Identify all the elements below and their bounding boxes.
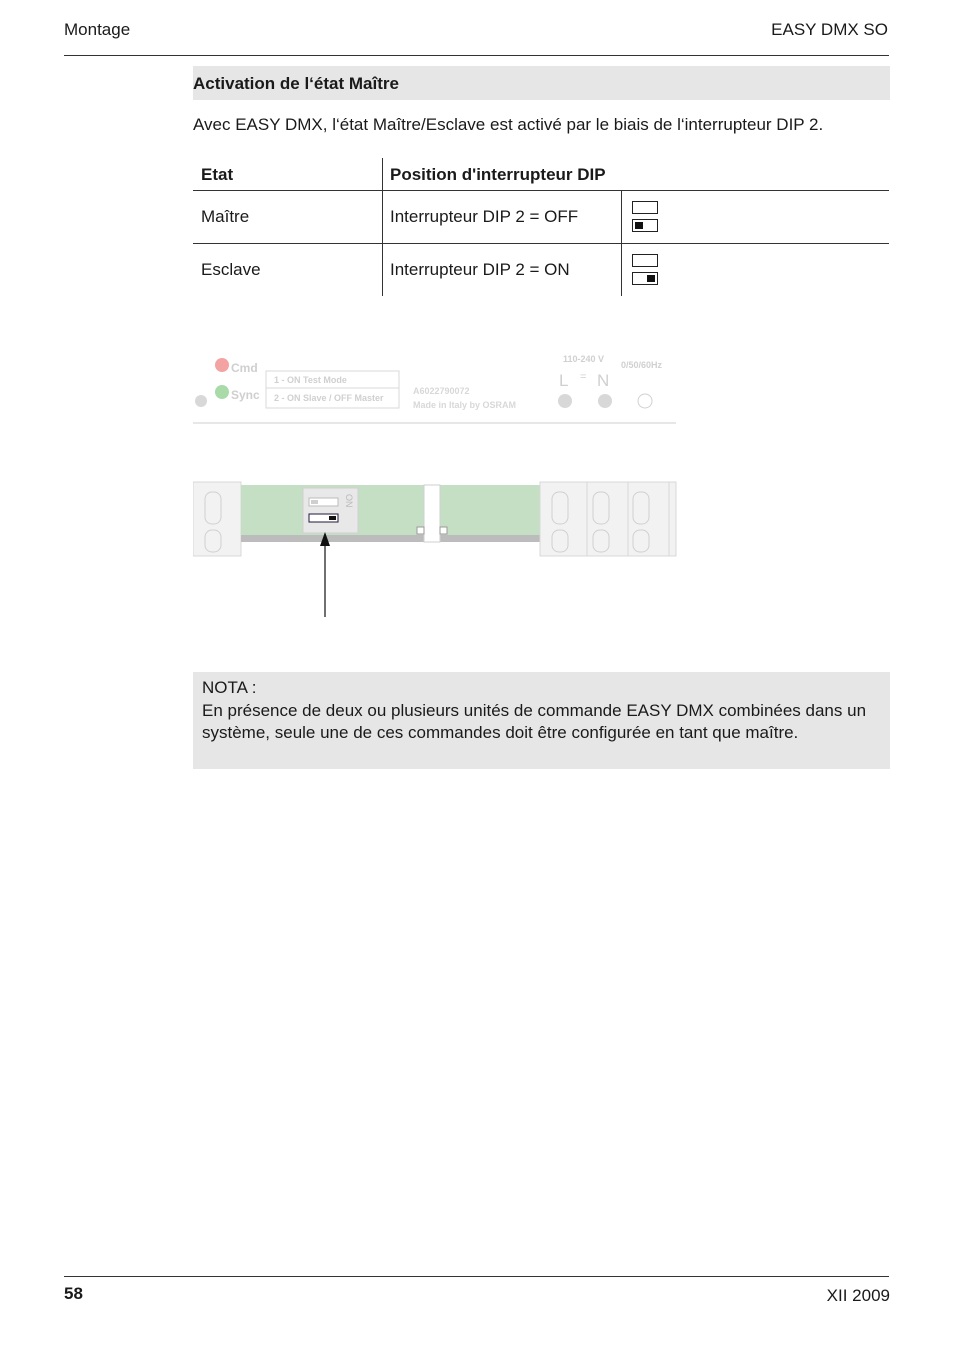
table-divider	[382, 158, 383, 296]
table-cell-position: Interrupteur DIP 2 = ON	[390, 260, 570, 279]
cmd-label: Cmd	[231, 361, 258, 375]
dip-switch-1-icon	[632, 201, 658, 214]
board-pad	[440, 527, 447, 534]
dip-switch-2-icon	[632, 219, 658, 232]
circuit-board	[241, 485, 540, 537]
section-title: Activation de l‘état Maître	[193, 74, 399, 93]
dip-knob-icon	[635, 222, 643, 229]
device-label-panel	[193, 354, 676, 423]
dip-on-label: ON	[344, 494, 354, 508]
dip-knob-icon	[647, 275, 655, 282]
terminal-eq-label: =	[580, 371, 587, 383]
table-rule	[193, 190, 889, 191]
terminal-n-icon	[598, 394, 612, 408]
terminal-l-label: L	[559, 371, 569, 390]
device-illustration	[193, 342, 677, 622]
intro-paragraph: Avec EASY DMX, l‘état Maître/Esclave est activé par le biais de l‘interrupteur DIP 2.	[193, 115, 824, 134]
table-header-state: Etat	[201, 165, 234, 184]
footer-rule	[64, 1276, 889, 1277]
table-cell-state: Esclave	[201, 260, 261, 279]
sync-led-icon	[215, 385, 229, 399]
part-number: A6022790072	[413, 386, 470, 396]
table-header-position: Position d'interrupteur DIP	[390, 165, 606, 184]
dip-knob-icon	[329, 516, 336, 520]
note-body: En présence de deux ou plusieurs unités de commande EASY DMX combinées dans un système, seule une de ces commandes doit être configurée en tant que maître.	[202, 701, 867, 742]
board-pad	[417, 527, 424, 534]
dip-legend-2: 2 - ON Slave / OFF Master	[274, 393, 384, 403]
table-cell-position: Interrupteur DIP 2 = OFF	[390, 207, 579, 226]
table-rule	[193, 243, 889, 244]
dip-knob-icon	[311, 500, 318, 504]
device-side-view	[193, 482, 676, 556]
right-terminal-block	[540, 482, 676, 556]
header-section-label: Montage	[64, 20, 131, 39]
sync-label: Sync	[231, 388, 260, 402]
terminal-pe-icon	[638, 394, 652, 408]
publication-date: XII 2009	[826, 1286, 890, 1305]
device-drawing	[193, 342, 677, 622]
frequency-label: 0/50/60Hz	[621, 360, 663, 370]
pointer-arrow-icon	[320, 532, 330, 617]
terminal-l-icon	[558, 394, 572, 408]
note-title: NOTA :	[202, 678, 257, 697]
table-cell-state: Maître	[201, 207, 250, 226]
cmd-led-icon	[215, 358, 229, 372]
dip-state-table	[193, 158, 889, 296]
dip-switch-1-icon	[632, 254, 658, 267]
page-number: 58	[64, 1284, 83, 1303]
made-in-label: Made in Italy by OSRAM	[413, 400, 517, 410]
header-product-name: EASY DMX SO	[771, 20, 888, 39]
terminal-n-label: N	[597, 371, 610, 390]
dip-switch-2-icon	[632, 272, 658, 285]
board-base	[241, 535, 540, 542]
voltage-label: 110-240 V	[563, 354, 605, 364]
header-rule	[64, 55, 889, 56]
screw-icon	[195, 395, 207, 407]
board-gap	[424, 485, 440, 542]
dip-legend-1: 1 - ON Test Mode	[274, 375, 347, 385]
